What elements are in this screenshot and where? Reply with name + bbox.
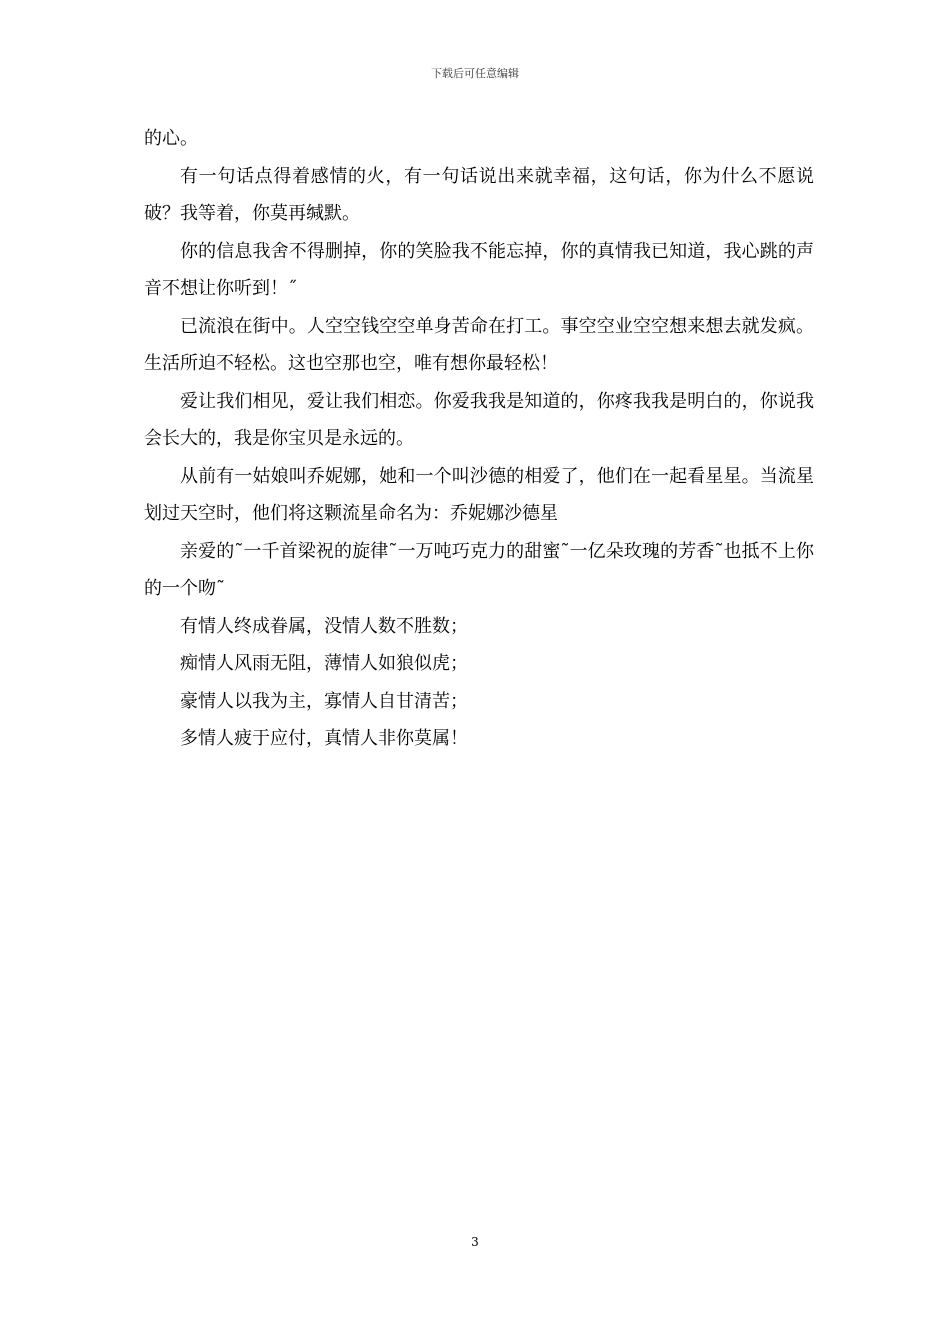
paragraph: 的心。 [144, 128, 198, 149]
paragraph: 你的信息我舍不得删掉，你的笑脸我不能忘掉，你的真情我已知道，我心跳的声音不想让你听到！˝ [144, 240, 814, 299]
paragraph: 亲爱的˜一千首梁祝的旋律˜一万吨巧克力的甜蜜˜一亿朵玫瑰的芳香˜也抵不上你的一个吻˜ [144, 540, 814, 599]
paragraph: 豪情人以我为主，寡情人自甘清苦； [180, 690, 468, 712]
document-body [144, 120, 814, 758]
paragraph: 爱让我们相见，爱让我们相恋。你爱我我是知道的，你疼我我是明白的，你说我会长大的，我是你宝贝是永远的。 [144, 390, 814, 449]
paragraph: 痴情人风雨无阻，薄情人如狼似虎； [180, 653, 468, 674]
paragraph: 有一句话点得着感情的火，有一句话说出来就幸福，这句话，你为什么不愿说破？我等着，你莫再缄默。 [144, 165, 814, 224]
paragraph: 多情人疲于应付，真情人非你莫属！ [180, 728, 468, 749]
paragraph: 已流浪在街中。人空空钱空空单身苦命在打工。事空空业空空想来想去就发疯。生活所迫不轻松。这也空那也空，唯有想你最轻松！ [144, 315, 814, 374]
paragraph: 有情人终成眷属，没情人数不胜数； [180, 615, 468, 637]
paragraph: 从前有一姑娘叫乔妮娜，她和一个叫沙德的相爱了，他们在一起看星星。当流星划过天空时，他们将这颗流星命名为：乔妮娜沙德星 [144, 465, 814, 524]
page-number: 3 [471, 1235, 479, 1249]
page-header: 下载后可任意编辑 [431, 67, 519, 80]
